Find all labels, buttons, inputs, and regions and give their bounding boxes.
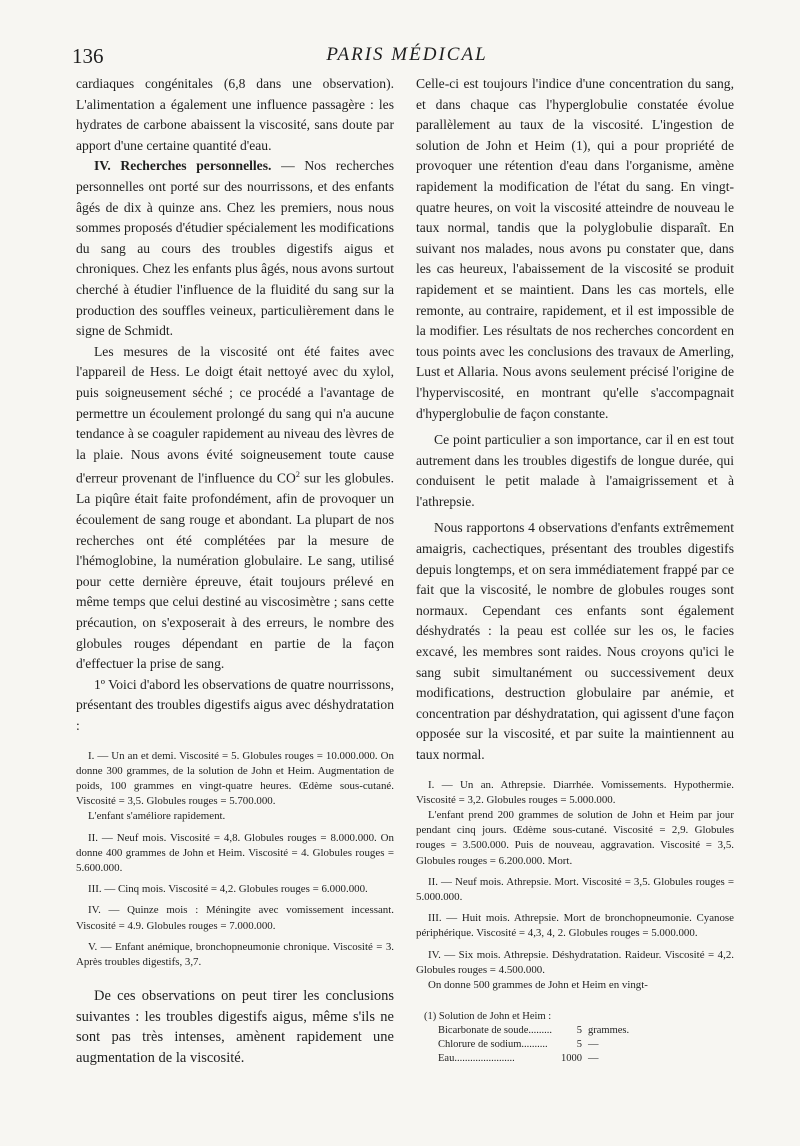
paragraph-text: Les mesures de la viscosité ont été faites avec l'appareil de Hess. Le doigt était nettoyé avec du xylol, puis soigneusement séché ; ce procédé a l'avantage de permettre un écoulement prolongé du sang qui n'a aucune tendance à se coaguler rapidement au niveau des lèvres de la plaie. Nous avons évité soigneusement toute cause d'erreur provenant de l'influence du CO	[76, 343, 394, 486]
observation: V. — Enfant anémique, bronchopneumonie chronique. Viscosité = 3. Après troubles digestifs, 3,7.	[76, 940, 394, 968]
observation: L'enfant s'améliore rapidement.	[88, 810, 226, 823]
table-row	[438, 1024, 629, 1038]
running-title: PARIS MÉDICAL	[326, 44, 488, 65]
paragraph: Celle-ci est toujours l'indice d'une concentration du sang, et dans chaque cas l'hyperglobulie constatée évolue parallèlement au taux de la viscosité. L'ingestion de solution de John et Heim (1), qui a pour propriété de provoquer une rétention d'eau dans l'organisme, amène rapidement la modification de l'état du sang. En vingt-quatre heures, on voit la viscosité atteindre de nouveau le taux normal, tandis que la polyglobulie disparaît. En suivant nos malades, nous avons pu constater que, dans les cas heureux, l'abaissement de la viscosité se produit rapidement et se maintient. Dans les cas mortels, elle remonte, au contraire, rapidement, et il est impossible de la modifier. Les résultats de nos recherches concordent en tous points avec les conclusions des travaux de Amerling, Lust et Allaria. Nous avons seulement précisé l'origine de l'hyperviscosité, en montrant qu'elle s'accompagnait d'hyperglobulie de façon constante.	[416, 76, 734, 421]
ingredient: Eau.......................	[438, 1053, 515, 1065]
quantity: 5	[576, 1039, 583, 1051]
paragraph: Nous rapportons 4 observations d'enfants extrêmement amaigris, cachectiques, présentant des troubles digestifs depuis longtemps, et on sera immédiatement frappé par ce fait que la viscosité, le nombre de globules rouges sont normaux. Cependant ces enfants sont également déshydratés : la peau est collée sur les os, le facies excavé, les membres sont raides. Nous croyons qu'ici le sang subit simultanément ou successivement deux modifications, destruction globulaire par anémie, et concentration par déshydratation, qui agissent d'une façon opposée sur la viscosité, et par suite la maintiennent au taux normal.	[416, 520, 734, 762]
superscript: 2	[295, 470, 300, 480]
observation: II. — Neuf mois. Viscosité = 4,8. Globules rouges = 8.000.000. On donne 400 grammes de John et Heim. Viscosité = 4. Globules rouges = 5.600.000.	[76, 831, 394, 874]
observation: IV. — Six mois. Athrepsie. Déshydratation. Raideur. Viscosité = 4,2. Globules rouges = 4.500.000.	[416, 948, 734, 976]
footnote-title: (1) Solution de John et Heim :	[424, 1011, 552, 1023]
paragraph: Ce point particulier a son importance, car il en est tout autrement dans les troubles digestifs de longue durée, qui conduisent le petit malade à l'amaigrissement et à l'athrepsie.	[416, 432, 734, 509]
observation-list	[416, 778, 734, 994]
unit: grammes.	[588, 1025, 630, 1037]
observation: III. — Cinq mois. Viscosité = 4,2. Globules rouges = 6.000.000.	[88, 883, 368, 896]
table-row	[438, 1038, 629, 1052]
footnote	[416, 1009, 734, 1066]
section-paragraph	[76, 156, 394, 341]
observation: III. — Huit mois. Athrepsie. Mort de bronchopneumonie. Cyanose périphérique. Viscosité = 4,3, 4, 2. Globules rouges = 5.000.000.	[416, 912, 734, 940]
observation: II. — Neuf mois. Athrepsie. Mort. Viscosité = 3,5. Globules rouges = 5.000.000.	[416, 875, 734, 904]
right-column	[416, 74, 734, 1066]
paragraph-text: sur les globules. La piqûre était faite profondément, afin de provoquer un écoulement de sang rouge et abondant. La plupart de nos recherches ont été complétées par la mesure de l'hémoglobine, la numération globulaire. Le sang, utilisé pour cette dernière épreuve, était toujours prélevé en même temps que celui destiné au viscosimètre ; sans cette précaution, on s'exposerait à des erreurs, le nombre des globules rouges dépendant en partie de la façon d'effectuer la prise de sang.	[76, 470, 394, 672]
ingredient: Chlorure de sodium..........	[438, 1039, 548, 1051]
page-number: 136	[72, 44, 104, 68]
table-row	[438, 1052, 629, 1066]
footnote-table	[438, 1024, 629, 1066]
observation: I. — Un an. Athrepsie. Diarrhée. Vomissements. Hypothermie. Viscosité = 3,2. Globules rouges = 5.000.000.	[416, 778, 734, 806]
observation: On donne 500 grammes de John et Heim en vingt-	[428, 979, 648, 992]
left-column	[76, 74, 394, 1068]
observation: IV. — Quinze mois : Méningite avec vomissement incessant. Viscosité = 4.9. Globules rouges = 7.000.000.	[76, 904, 394, 932]
quantity: 1000	[561, 1053, 583, 1065]
paragraph: 1º Voici d'abord les observations de quatre nourrissons, présentant des troubles digestifs aigus avec déshydratation :	[76, 676, 394, 733]
quantity: 5	[576, 1025, 583, 1037]
observation-list	[76, 749, 394, 971]
conclusion-paragraph: De ces observations on peut tirer les conclusions suivantes : les troubles digestifs aigus, même s'ils ne sont pas très intenses, amènent rapidement une augmentation de la viscosité.	[76, 988, 394, 1066]
observation: I. — Un an et demi. Viscosité = 5. Globules rouges = 10.000.000. On donne 300 grammes, de la solution de John et Heim. Augmentation de poids, 100 grammes en vingt-quatre heures. Œdème sous-cutané. Viscosité = 3,5. Globules rouges = 5.700.000.	[76, 749, 394, 808]
ingredient: Bicarbonate de soude.........	[438, 1025, 553, 1037]
page-header	[72, 44, 742, 72]
observation: L'enfant prend 200 grammes de solution de John et Heim par jour pendant cinq jours. Œdème sous-cutané. Viscosité = 2,9. Globules rouges = 3.500.000. Puis de nouveau, aggravation. Viscosité = 3,5. Globules rouges = 6.200.000. Mort.	[416, 809, 734, 867]
unit: —	[588, 1039, 599, 1051]
paragraph-text: — Nos recherches personnelles ont porté sur des nourrissons, et des enfants âgés de dix à quinze ans. Chez les premiers, nous nous sommes proposés d'étudier spécialement les modifications du sang au cours des troubles digestifs aigus et chroniques. Chez les enfants plus âgés, nous avons surtout cherché à étudier l'influence de la fluidité du sang sur la production des souffles veineux, particulièrement dans le signe de Schmidt.	[76, 158, 394, 339]
paragraph: cardiaques congénitales (6,8 dans une observation). L'alimentation a également une influence passagère : les hydrates de carbone abaissent la viscosité, sans doute par apport d'une certaine quantité d'eau.	[76, 76, 394, 153]
section-heading: IV. Recherches personnelles.	[94, 158, 272, 174]
paragraph	[76, 342, 394, 675]
unit: —	[588, 1053, 599, 1065]
